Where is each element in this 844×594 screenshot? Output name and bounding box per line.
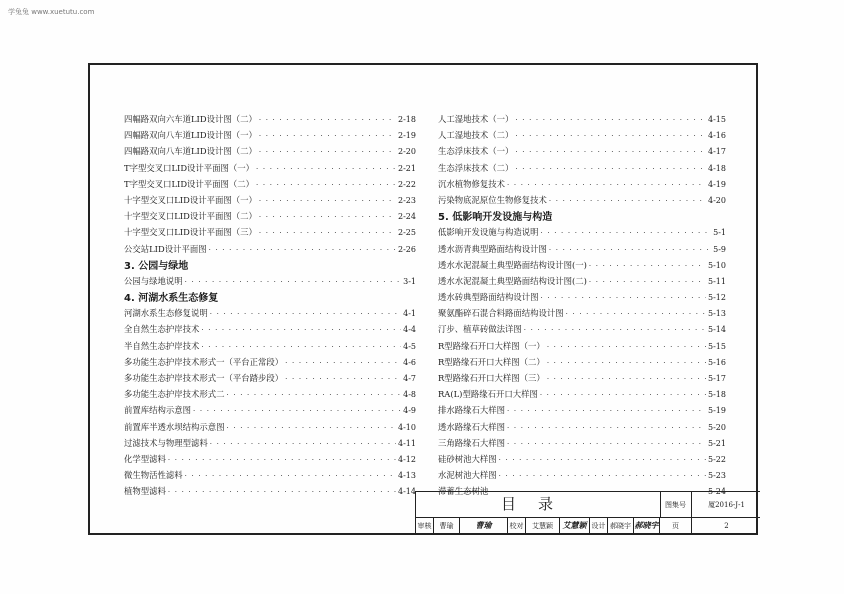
dot-leader: [259, 229, 396, 237]
page-number: 2: [724, 521, 729, 530]
toc-entry-title: 沉水植物修复技术: [438, 178, 505, 189]
reviewer-name: 曹瑜: [434, 517, 460, 534]
watermark: 学兔兔 www.xuetutu.com: [8, 8, 95, 16]
toc-entry-title: 透水水泥混凝土典型路面结构设计图(二): [438, 275, 587, 286]
section-heading: 4. 河湖水系生态修复: [124, 293, 219, 305]
toc-entry: [124, 275, 416, 291]
toc-entry-page: 4-10: [398, 422, 416, 432]
toc-entry-page: 4-18: [708, 163, 726, 173]
title-block-row-top: [416, 492, 760, 518]
dot-leader: [168, 456, 396, 464]
toc-entry-title: 水泥树池大样图: [438, 470, 497, 481]
toc-entry-title: 人工湿地技术（二）: [438, 130, 514, 141]
toc-entry-page: 4-14: [398, 487, 416, 497]
toc-entry-page: 4-19: [708, 179, 726, 189]
dot-leader: [541, 294, 707, 302]
toc-entry-title: 透水路缘石大样图: [438, 421, 505, 432]
dot-leader: [515, 116, 706, 124]
toc-entry-title: 化学型滤料: [124, 453, 166, 464]
toc-entry-page: 5-10: [708, 260, 726, 270]
toc-entry: [124, 469, 416, 485]
toc-entry: [124, 162, 416, 178]
dot-leader: [209, 246, 396, 254]
toc-entry: [438, 178, 726, 194]
toc-entry-title: 污染物底泥原位生物修复技术: [438, 194, 547, 205]
review-label: 审核: [416, 517, 434, 534]
toc-entry-title: R型路缘石开口大样图（一）: [438, 340, 545, 351]
toc-entry-page: 5-21: [708, 438, 726, 448]
toc-entry-page: 5-19: [708, 406, 726, 416]
toc-entry-page: 2-26: [398, 244, 416, 254]
toc-entry-page: 2-18: [398, 115, 416, 124]
dot-leader: [227, 391, 402, 399]
toc-entry-page: 5-12: [708, 293, 726, 303]
dot-leader: [507, 424, 706, 432]
toc-entry-page: 2-19: [398, 131, 416, 141]
toc-entry: [124, 243, 416, 259]
toc-entry: [438, 113, 726, 129]
dot-leader: [259, 213, 396, 221]
dot-leader: [168, 488, 396, 496]
toc-entry-page: 2-22: [398, 179, 416, 189]
toc-entry: [438, 469, 726, 485]
toc-entry-page: 2-21: [398, 163, 416, 173]
toc-entry: [124, 453, 416, 469]
toc-entry: [438, 421, 726, 437]
toc-entry: [124, 145, 416, 161]
toc-entry-title: 公园与绿地说明: [124, 275, 183, 286]
toc-entry: [438, 356, 726, 372]
toc-left-column: [124, 113, 416, 502]
toc-entry: [438, 194, 726, 210]
toc-entry-page: 5-22: [708, 454, 726, 464]
toc-entry-title: 低影响开发设施与构造说明: [438, 227, 539, 238]
page-label: 页: [660, 517, 692, 534]
toc-entry: [438, 323, 726, 339]
toc-entry-page: 4-9: [403, 406, 416, 416]
checker-signature: 艾慧颖: [560, 517, 590, 534]
toc-entry-title: 聚氨酯碎石混合料路面结构设计图: [438, 308, 564, 319]
toc-entry-title: T字型交叉口LID设计平面图（二）: [124, 178, 255, 189]
toc-entry-page: 5-24: [708, 487, 726, 497]
dot-leader: [259, 148, 396, 156]
toc-entry: [124, 388, 416, 404]
toc-entry-page: 5-11: [708, 276, 726, 286]
toc-entry: [438, 372, 726, 388]
toc-entry-page: 5-20: [708, 422, 726, 432]
dot-leader: [201, 326, 401, 334]
section-heading: 5. 低影响开发设施与构造: [438, 212, 553, 224]
toc-entry-title: 前置库结构示意图: [124, 405, 191, 416]
toc-entry-title: RA(L)型路缘石开口大样图: [438, 389, 538, 400]
toc-entry-page: 2-23: [398, 195, 416, 205]
reviewer-signature: 曹瑜: [460, 517, 508, 534]
toc-entry: [438, 243, 726, 259]
dot-leader: [185, 472, 396, 480]
toc-entry-title: 十字型交叉口LID设计平面图（二）: [124, 211, 257, 222]
toc-entry: [124, 421, 416, 437]
toc-entry-title: 多功能生态护岸技术形式二: [124, 389, 225, 400]
toc-entry: [438, 145, 726, 161]
toc-entry-title: 汀步、植草砖做法详图: [438, 324, 522, 335]
dot-leader: [589, 278, 706, 286]
toc-entry-title: 硅砂树池大样图: [438, 453, 497, 464]
toc-right-column: [438, 113, 726, 502]
dot-leader: [499, 456, 706, 464]
toc-entry-title: 全自然生态护岸技术: [124, 324, 200, 335]
toc-entry-title: 透水砖典型路面结构设计图: [438, 292, 539, 303]
toc-entry: [124, 178, 416, 194]
dot-leader: [547, 343, 706, 351]
toc-entry-title: 生态浮床技术（二）: [438, 162, 514, 173]
atlas-number: 厦2016-J-1: [708, 500, 745, 509]
toc-entry-title: 公交站LID设计平面图: [124, 243, 207, 254]
toc-entry-title: 多功能生态护岸技术形式一（平台正常段）: [124, 356, 284, 367]
dot-leader: [210, 440, 396, 448]
toc-entry: [438, 437, 726, 453]
toc-entry: [124, 113, 416, 129]
toc-entry-title: 排水路缘石大样图: [438, 405, 505, 416]
dot-leader: [566, 310, 706, 318]
toc-entry: [438, 259, 726, 275]
toc-entry-title: 微生物活性滤料: [124, 470, 183, 481]
dot-leader: [256, 165, 396, 173]
toc-entry: [438, 291, 726, 307]
dot-leader: [285, 375, 401, 383]
dot-leader: [507, 440, 706, 448]
dot-leader: [589, 262, 706, 270]
toc-entry: [438, 340, 726, 356]
toc-entry-title: 生态浮床技术（一）: [438, 146, 514, 157]
toc-entry-page: 5-9: [713, 244, 726, 254]
toc-entry-title: 十字型交叉口LID设计平面图（一）: [124, 194, 257, 205]
toc-entry-title: 滞蓄生态树池: [438, 486, 489, 497]
toc-entry-title: 河湖水系生态修复说明: [124, 308, 208, 319]
toc-entry: [124, 437, 416, 453]
toc-entry-page: 5-13: [708, 309, 726, 319]
toc-entry-page: 4-16: [708, 131, 726, 141]
toc-entry: [124, 323, 416, 339]
toc-entry-page: 2-20: [398, 147, 416, 157]
dot-leader: [259, 197, 396, 205]
dot-leader: [507, 181, 706, 189]
dot-leader: [193, 407, 401, 415]
designer-signature: 郝晓宇: [634, 517, 660, 534]
dot-leader: [259, 116, 396, 124]
toc-entry-page: 4-1: [403, 309, 416, 319]
toc-entry: [124, 194, 416, 210]
dot-leader: [227, 424, 397, 432]
dot-leader: [515, 132, 706, 140]
dot-leader: [210, 310, 401, 318]
toc-entry: [438, 226, 726, 242]
toc-entry-title: 透水水泥混凝土典型路面结构设计图(一): [438, 259, 587, 270]
toc-entry-page: 5-16: [708, 357, 726, 367]
toc-entry: [438, 404, 726, 420]
toc-entry: [438, 129, 726, 145]
dot-leader: [524, 326, 706, 334]
title-block-row-bottom: [416, 517, 760, 534]
toc-entry-title: R型路缘石开口大样图（二）: [438, 356, 545, 367]
toc-entry: [124, 210, 416, 226]
toc-entry-page: 5-23: [708, 471, 726, 481]
toc-entry-title: 四幅路双向八车道LID设计图（二）: [124, 146, 257, 157]
toc-entry-title: 多功能生态护岸技术形式一（平台踏步段）: [124, 373, 284, 383]
designer-name: 郝晓宇: [608, 517, 634, 534]
dot-leader: [499, 472, 706, 480]
toc-entry-page: 4-4: [403, 325, 416, 335]
toc-entry: [124, 372, 416, 388]
toc-entry: [438, 388, 726, 404]
dot-leader: [540, 391, 706, 399]
toc-entry-title: 十字型交叉口LID设计平面图（三）: [124, 227, 257, 238]
toc-entry: [124, 485, 416, 501]
toc-entry-page: 5-18: [708, 390, 726, 400]
toc-entry-page: 4-8: [403, 390, 416, 400]
dot-leader: [201, 343, 401, 351]
section-heading: 3. 公园与绿地: [124, 260, 189, 272]
toc-entry: [438, 307, 726, 323]
dot-leader: [515, 165, 706, 173]
toc-entry-page: 4-20: [708, 195, 726, 205]
toc-entry-page: 4-5: [403, 341, 416, 351]
toc-entry-page: 2-24: [398, 212, 416, 222]
toc-entry-page: 5-15: [708, 341, 726, 351]
toc-entry-page: 4-13: [398, 471, 416, 481]
toc-entry: [124, 340, 416, 356]
toc-entry-title: R型路缘石开口大样图（三）: [438, 373, 545, 383]
toc-entry-page: 4-6: [403, 357, 416, 367]
checker-name: 艾慧颖: [526, 517, 560, 534]
toc-entry-title: 人工湿地技术（一）: [438, 114, 514, 124]
toc-entry-title: 半自然生态护岸技术: [124, 340, 200, 351]
toc-entry-page: 4-11: [398, 438, 416, 448]
atlas-number-label: 图集号: [660, 492, 692, 517]
dot-leader: [541, 229, 712, 237]
toc-entry: [124, 129, 416, 145]
dot-leader: [547, 375, 706, 383]
toc-entry: [124, 226, 416, 242]
toc-entry-page: 5-1: [713, 228, 726, 238]
dot-leader: [547, 359, 706, 367]
document-title: 目录: [416, 492, 661, 517]
dot-leader: [259, 132, 396, 140]
toc-entry-page: 2-25: [398, 228, 416, 238]
dot-leader: [549, 246, 711, 254]
toc-entry: [438, 453, 726, 469]
toc-entry: [438, 275, 726, 291]
check-label: 校对: [508, 517, 526, 534]
toc-entry-title: 四幅路双向六车道LID设计图（二）: [124, 114, 257, 124]
toc-entry-title: 过滤技术与物理型滤料: [124, 437, 208, 448]
toc-entry-page: 4-12: [398, 454, 416, 464]
dot-leader: [256, 181, 396, 189]
toc-entry-page: 3-1: [403, 276, 416, 286]
toc-entry-page: 5-14: [708, 325, 726, 335]
toc-entry-title: 植物型滤料: [124, 486, 166, 497]
toc-entry: [438, 162, 726, 178]
toc-entry: [124, 404, 416, 420]
toc-entry: [124, 356, 416, 372]
toc-entry: [124, 307, 416, 323]
drawing-frame: [88, 63, 758, 535]
toc-entry-title: T字型交叉口LID设计平面图（一）: [124, 162, 255, 173]
dot-leader: [507, 407, 706, 415]
toc-entry-page: 5-17: [708, 374, 726, 383]
dot-leader: [515, 148, 706, 156]
design-label: 设计: [590, 517, 608, 534]
dot-leader: [285, 359, 401, 367]
toc-entry-title: 三角路缘石大样图: [438, 437, 505, 448]
toc-entry-title: 透水沥青典型路面结构设计图: [438, 243, 547, 254]
toc-entry-page: 4-7: [403, 374, 416, 383]
toc-entry-page: 4-15: [708, 115, 726, 124]
toc-entry-title: 四幅路双向八车道LID设计图（一）: [124, 130, 257, 141]
toc-entry-page: 4-17: [708, 147, 726, 157]
dot-leader: [185, 278, 401, 286]
toc-entry-title: 前置库半透水坝结构示意图: [124, 421, 225, 432]
title-block: [415, 491, 760, 533]
dot-leader: [549, 197, 706, 205]
